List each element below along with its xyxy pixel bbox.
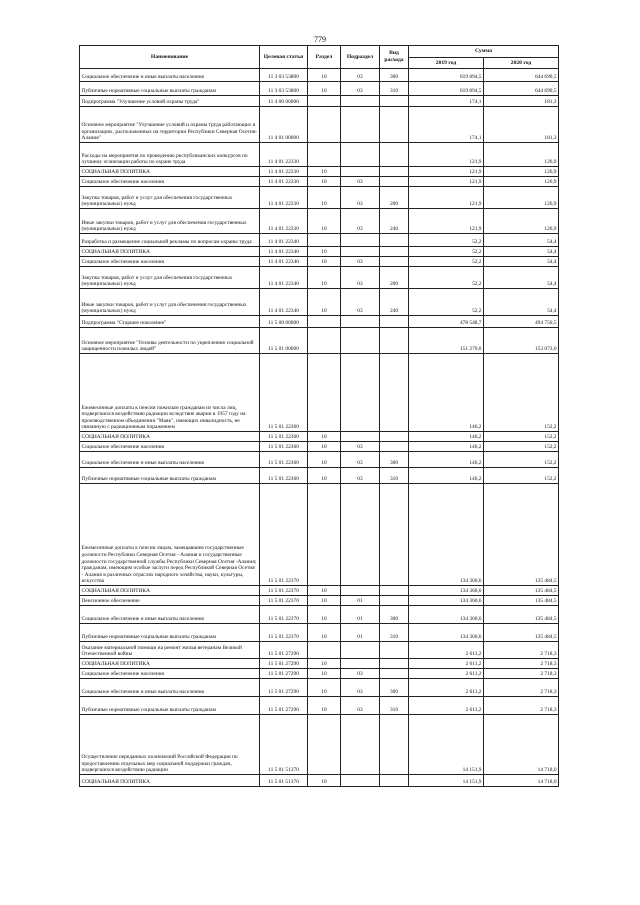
row-section: 10 [308,596,341,606]
table-row [80,669,559,679]
row-name: Публичные нормативные социальные выплаты гражданам [80,82,260,96]
row-sum-2019: 151 270,0 [409,328,484,354]
row-expense-type [380,96,409,107]
table-row [80,697,559,715]
row-subsection: 03 [341,468,380,484]
row-sum-2019: 52,2 [409,267,484,289]
row-sum-2019: 121,9 [409,167,484,177]
row-sum-2020: 126,9 [484,167,559,177]
table-row [80,442,559,452]
row-subsection [341,234,380,247]
row-target-code: 11 5 00 00000 [260,316,308,328]
row-name: Закупка товаров, работ и услуг для обеспечения государственных (муниципальных) нужд [80,267,260,289]
row-expense-type [380,715,409,775]
row-subsection [341,107,380,143]
row-sum-2019: 52,2 [409,247,484,257]
budget-table [79,45,559,787]
table-row [80,596,559,606]
header-subsection: Подраздел [341,46,380,69]
row-name: Социальное обеспечение населения [80,669,260,679]
row-section: 10 [308,442,341,452]
row-section [308,234,341,247]
row-expense-type: 310 [380,624,409,642]
row-sum-2019: 52,2 [409,257,484,267]
row-sum-2020: 135 484,5 [484,624,559,642]
row-sum-2019: 2 611,2 [409,679,484,697]
table-row [80,143,559,167]
row-target-code: 11 4 01 22340 [260,247,308,257]
row-sum-2020: 54,4 [484,234,559,247]
row-expense-type: 300 [380,679,409,697]
row-section: 10 [308,267,341,289]
row-section [308,96,341,107]
table-row [80,177,559,187]
header-year-2019: 2019 год [409,58,484,69]
table-row [80,606,559,624]
row-sum-2019: 146,2 [409,442,484,452]
table-row [80,69,559,82]
row-target-code: 11 4 01 22330 [260,167,308,177]
row-expense-type [380,247,409,257]
row-sum-2020: 152,2 [484,432,559,442]
row-target-code: 11 4 01 00000 [260,107,308,143]
row-subsection [341,247,380,257]
row-name: Социальное обеспечение и иные выплаты населению [80,679,260,697]
row-expense-type [380,596,409,606]
row-subsection: 03 [341,69,380,82]
row-target-code: 11 3 03 53800 [260,82,308,96]
row-name: Ежемесячные доплаты к пенсии пожилым гражданам из числа лиц, подвергшихся воздействию радиации вследствие аварии в 1957 году на производственном объединении "Маяк", имеющих инвалидность, не связанную с радиационным поражением [80,354,260,432]
row-subsection [341,715,380,775]
row-target-code: 11 4 01 22330 [260,143,308,167]
row-name: Публичные нормативные социальные выплаты гражданам [80,697,260,715]
table-row [80,234,559,247]
row-expense-type [380,642,409,659]
row-subsection [341,143,380,167]
row-expense-type [380,442,409,452]
row-target-code: 11 4 00 00000 [260,96,308,107]
row-subsection: 03 [341,82,380,96]
row-expense-type [380,234,409,247]
row-sum-2019: 146,2 [409,432,484,442]
row-sum-2020: 14 718,0 [484,775,559,787]
table-row [80,468,559,484]
row-subsection: 03 [341,289,380,316]
row-name: Социальное обеспечение и иные выплаты населению [80,606,260,624]
row-sum-2020: 135 484,5 [484,484,559,586]
row-target-code: 11 5 01 22370 [260,586,308,596]
row-target-code: 11 4 01 22340 [260,289,308,316]
row-sum-2020: 135 484,5 [484,606,559,624]
table-header [80,46,559,69]
row-expense-type: 300 [380,69,409,82]
table-row [80,432,559,442]
row-expense-type: 300 [380,606,409,624]
row-sum-2019: 121,9 [409,209,484,234]
row-name: Оказание материальной помощи на ремонт жилья ветеранам Великой Отечественной войны [80,642,260,659]
row-subsection: 03 [341,679,380,697]
row-sum-2020: 2 718,3 [484,697,559,715]
row-target-code: 11 5 01 22360 [260,432,308,442]
row-sum-2019: 121,9 [409,143,484,167]
row-sum-2020: 135 484,5 [484,596,559,606]
row-sum-2020: 152,2 [484,452,559,468]
row-subsection [341,775,380,787]
row-section: 10 [308,679,341,697]
table-row [80,624,559,642]
row-sum-2020: 54,4 [484,289,559,316]
row-expense-type: 310 [380,697,409,715]
row-section: 10 [308,209,341,234]
row-expense-type [380,316,409,328]
row-target-code: 11 5 01 22370 [260,624,308,642]
row-target-code: 11 5 01 22370 [260,596,308,606]
header-sum: Сумма [409,46,559,58]
row-target-code: 11 5 01 22360 [260,468,308,484]
row-sum-2020: 2 718,3 [484,642,559,659]
row-name: СОЦИАЛЬНАЯ ПОЛИТИКА [80,167,260,177]
row-sum-2019: 2 611,2 [409,697,484,715]
row-section: 10 [308,177,341,187]
row-sum-2019: 52,2 [409,234,484,247]
row-expense-type: 310 [380,82,409,96]
row-name: СОЦИАЛЬНАЯ ПОЛИТИКА [80,247,260,257]
row-sum-2019: 121,9 [409,177,484,187]
row-section: 10 [308,82,341,96]
row-target-code: 11 4 01 22330 [260,187,308,209]
row-subsection: 01 [341,624,380,642]
row-section: 10 [308,187,341,209]
table-row [80,328,559,354]
row-subsection [341,659,380,669]
table-row [80,586,559,596]
row-target-code: 11 5 01 22360 [260,442,308,452]
row-target-code: 11 5 01 27290 [260,642,308,659]
row-subsection: 01 [341,596,380,606]
row-name: Публичные нормативные социальные выплаты гражданам [80,624,260,642]
row-section: 10 [308,452,341,468]
row-target-code: 11 5 01 22360 [260,354,308,432]
row-target-code: 11 5 01 27290 [260,659,308,669]
row-target-code: 11 3 03 53800 [260,69,308,82]
row-name: Подпрограмма "Улучшение условий охраны труда" [80,96,260,107]
row-subsection: 03 [341,697,380,715]
row-target-code: 11 5 01 22370 [260,606,308,624]
row-section [308,107,341,143]
row-subsection: 03 [341,267,380,289]
row-subsection [341,432,380,442]
row-expense-type [380,484,409,586]
row-sum-2020: 152,2 [484,354,559,432]
table-row [80,354,559,432]
row-section: 10 [308,775,341,787]
table-row [80,775,559,787]
row-expense-type: 300 [380,452,409,468]
row-expense-type: 240 [380,289,409,316]
row-sum-2019: 619 894,5 [409,82,484,96]
row-section [308,354,341,432]
row-expense-type: 200 [380,187,409,209]
table-row [80,316,559,328]
row-name: СОЦИАЛЬНАЯ ПОЛИТИКА [80,586,260,596]
row-expense-type [380,167,409,177]
row-sum-2020: 126,9 [484,209,559,234]
table-row [80,107,559,143]
row-sum-2019: 134 360,6 [409,484,484,586]
row-name: СОЦИАЛЬНАЯ ПОЛИТИКА [80,775,260,787]
row-expense-type [380,177,409,187]
table-row [80,96,559,107]
row-section: 10 [308,247,341,257]
row-sum-2020: 644 690,5 [484,82,559,96]
table-row [80,715,559,775]
row-name: Социальное обеспечение населения [80,177,260,187]
row-target-code: 11 5 01 22370 [260,484,308,586]
row-name: Ежемесячные доплаты к пенсии лицам, замещавшим государственные должности Республики Северная Осетия - Алания и государственные должности государственной службы Республики Северная Осетия -Алания; гражданам, имеющим особые заслуги перед Республикой Северная Осетия - Алания в различных отраслях народного хозяйства, науки, культуры, искусства [80,484,260,586]
row-sum-2019: 52,2 [409,289,484,316]
row-section [308,715,341,775]
row-sum-2020: 644 690,5 [484,69,559,82]
row-expense-type: 240 [380,209,409,234]
table-row [80,209,559,234]
row-sum-2019: 14 151,9 [409,715,484,775]
row-section: 10 [308,586,341,596]
row-section: 10 [308,606,341,624]
row-sum-2019: 134 360,6 [409,606,484,624]
row-subsection [341,167,380,177]
table-row [80,267,559,289]
row-subsection: 03 [341,209,380,234]
row-sum-2020: 126,9 [484,143,559,167]
table-row [80,642,559,659]
row-name: Осуществление переданных полномочий Российской Федерации по предоставлению отдельных мер социальной поддержки граждан, подвергшихся воздействию радиации [80,715,260,775]
row-expense-type [380,354,409,432]
row-section: 10 [308,669,341,679]
row-sum-2019: 146,2 [409,468,484,484]
row-sum-2019: 2 611,2 [409,669,484,679]
row-target-code: 11 5 01 51370 [260,775,308,787]
row-section: 10 [308,257,341,267]
row-section: 10 [308,624,341,642]
row-sum-2019: 121,9 [409,187,484,209]
header-year-2020: 2020 год [484,58,559,69]
row-sum-2019: 146,2 [409,452,484,468]
row-subsection [341,484,380,586]
row-name: Разработка и размещение социальной рекламы по вопросам охраны труда [80,234,260,247]
table-row [80,659,559,669]
row-sum-2020: 494 750,5 [484,316,559,328]
row-subsection: 01 [341,606,380,624]
row-expense-type [380,775,409,787]
row-subsection [341,642,380,659]
row-section: 10 [308,167,341,177]
row-expense-type [380,669,409,679]
page-number: 779 [314,35,326,44]
row-name: Иные закупки товаров, работ и услуг для обеспечения государственных (муниципальных) нужд [80,289,260,316]
row-section [308,328,341,354]
row-sum-2020: 54,4 [484,257,559,267]
row-sum-2019: 2 611,2 [409,642,484,659]
row-section: 10 [308,432,341,442]
row-sum-2020: 2 718,3 [484,669,559,679]
row-subsection [341,586,380,596]
row-sum-2020: 152,2 [484,442,559,452]
row-section [308,642,341,659]
table-row [80,247,559,257]
table-body [80,69,559,787]
row-sum-2020: 2 718,3 [484,679,559,697]
table-row [80,484,559,586]
row-name: Основное мероприятие "Основы деятельности по укреплению социальной защищенности пожилых людей" [80,328,260,354]
row-section: 10 [308,468,341,484]
row-section: 10 [308,659,341,669]
row-expense-type [380,432,409,442]
row-expense-type: 310 [380,468,409,484]
table-row [80,82,559,96]
row-section: 10 [308,69,341,82]
row-name: Иные закупки товаров, работ и услуг для обеспечения государственных (муниципальных) нужд [80,209,260,234]
table-row [80,167,559,177]
header-expense-type: Вид расхода [380,46,409,69]
row-sum-2020: 135 484,5 [484,586,559,596]
row-expense-type [380,328,409,354]
row-name: Публичные нормативные социальные выплаты гражданам [80,468,260,484]
row-sum-2019: 619 894,5 [409,69,484,82]
row-sum-2019: 478 548,7 [409,316,484,328]
row-subsection: 03 [341,452,380,468]
row-target-code: 11 5 01 27290 [260,697,308,715]
row-sum-2019: 2 611,2 [409,659,484,669]
row-subsection [341,96,380,107]
header-target-code: Целевая статья [260,46,308,69]
row-sum-2020: 153 073,0 [484,328,559,354]
row-name: Социальное обеспечение и иные выплаты населению [80,452,260,468]
row-sum-2019: 134 360,6 [409,624,484,642]
row-target-code: 11 5 01 51370 [260,715,308,775]
row-sum-2020: 152,2 [484,468,559,484]
row-sum-2019: 174,1 [409,107,484,143]
row-expense-type [380,586,409,596]
row-sum-2020: 14 718,0 [484,715,559,775]
row-sum-2019: 134 360,6 [409,596,484,606]
row-sum-2019: 146,2 [409,354,484,432]
row-target-code: 11 4 01 22340 [260,267,308,289]
row-name: Пенсионное обеспечение [80,596,260,606]
row-sum-2020: 181,3 [484,107,559,143]
row-section: 10 [308,289,341,316]
row-expense-type [380,257,409,267]
row-subsection [341,316,380,328]
row-name: Социальное обеспечение населения [80,257,260,267]
row-sum-2020: 2 718,3 [484,659,559,669]
row-target-code: 11 4 01 22330 [260,177,308,187]
row-section [308,316,341,328]
row-sum-2019: 134 360,6 [409,586,484,596]
row-target-code: 11 4 01 22330 [260,209,308,234]
table-row [80,257,559,267]
row-target-code: 11 5 01 27290 [260,679,308,697]
row-subsection: 03 [341,257,380,267]
row-sum-2019: 174,1 [409,96,484,107]
table-row [80,289,559,316]
row-expense-type [380,659,409,669]
header-section: Раздел [308,46,341,69]
row-sum-2019: 14 151,9 [409,775,484,787]
row-subsection [341,354,380,432]
row-section [308,484,341,586]
row-section: 10 [308,697,341,715]
row-sum-2020: 54,4 [484,267,559,289]
row-target-code: 11 4 01 22340 [260,257,308,267]
row-subsection: 03 [341,177,380,187]
row-target-code: 11 5 01 22360 [260,452,308,468]
row-sum-2020: 54,4 [484,247,559,257]
row-sum-2020: 126,9 [484,187,559,209]
row-name: Основное мероприятие "Улучшение условий и охраны труда работающих в организациях, расположенных на территории Республики Северная Осетия-Алания" [80,107,260,143]
row-target-code: 11 5 01 00000 [260,328,308,354]
row-name: Подпрограмма "Старшее поколение" [80,316,260,328]
header-name: Наименование [80,46,260,69]
row-name: СОЦИАЛЬНАЯ ПОЛИТИКА [80,432,260,442]
row-sum-2020: 181,3 [484,96,559,107]
row-name: Социальное обеспечение населения [80,442,260,452]
row-name: Расходы на мероприятия по проведению республиканских конкурсов по лучшему оганизации работы по охране труда [80,143,260,167]
row-section [308,143,341,167]
row-target-code: 11 5 01 27290 [260,669,308,679]
row-subsection [341,328,380,354]
table-row [80,187,559,209]
row-expense-type: 200 [380,267,409,289]
row-name: СОЦИАЛЬНАЯ ПОЛИТИКА [80,659,260,669]
row-name: Закупка товаров, работ и услуг для обеспечения государственных (муниципальных) нужд [80,187,260,209]
table-row [80,679,559,697]
row-expense-type [380,107,409,143]
row-expense-type [380,143,409,167]
row-subsection: 03 [341,187,380,209]
table-row [80,452,559,468]
row-sum-2020: 126,9 [484,177,559,187]
row-subsection: 03 [341,442,380,452]
row-target-code: 11 4 01 22340 [260,234,308,247]
row-name: Социальное обеспечение и иные выплаты населению [80,69,260,82]
row-subsection: 03 [341,669,380,679]
